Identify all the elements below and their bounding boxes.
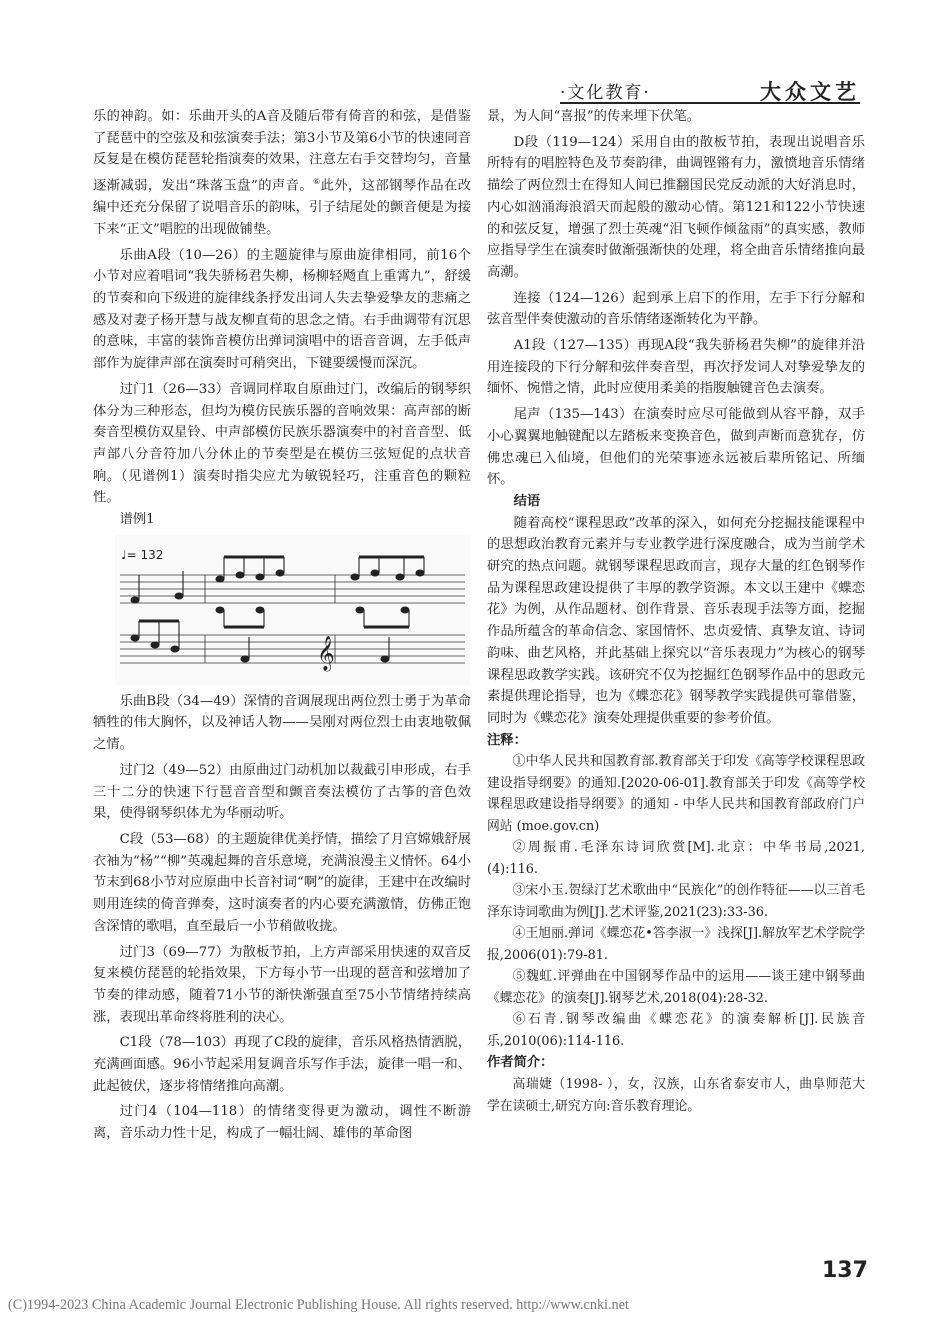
left-column	[93, 106, 471, 1145]
conclusion-heading: 结语	[513, 493, 541, 509]
paragraph: 乐曲A段（10—26）的主题旋律与原曲旋律相同，前16个小节对应着唱词“我失骄杨君失柳，杨柳轻飏直上重霄九”，舒缓的节奏和向下级进的旋律线条抒发出词人失去挚爱挚友的悲痛之感及对妻子杨开慧与战友柳直荀的思念之情。右手曲调带有沉思的意味，丰富的装饰音模仿出弹词演唱中的语音音调，左手低声部作为旋律声部在演奏时可稍突出，下键要缓慢而深沉。	[93, 247, 471, 372]
journal-name: 大众文艺	[760, 79, 860, 104]
paragraph: 乐曲B段（34—49）深情的音调展现出两位烈士勇于为革命牺牲的伟大胸怀，以及神话人物——吴刚对两位烈士由衷地敬佩之情。	[93, 693, 471, 753]
running-header	[560, 78, 860, 102]
paragraph: A1段（127—135）再现A段“我失骄杨君失柳”的旋律并沿用连接段的下行分解和弦伴奏音型，再次抒发词人对挚爱挚友的缅怀、惋惜之情，此时应使用柔美的指腹触键音色去演奏。	[487, 338, 865, 397]
footnote: ⑤魏虹.评弹曲在中国钢琴作品中的运用——谈王建中钢琴曲《蝶恋花》的演奏[J].钢琴艺术,2018(04):28-32.	[487, 969, 865, 1006]
paragraph: 乐的神韵。如：乐曲开头的A音及随后带有倚音的和弦，是借鉴了琵琶中的空弦及和弦演奏手法；第3小节及第6小节的快速同音反复是在模仿琵琶轮指演奏的效果，注意左右手交替均匀，音量逐渐减弱，发出“珠落玉盘”的声音。⑥此外，这部钢琴作品在改编中还充分保留了说唱音乐的韵味，引子结尾处的颤音便是为接下来“正文”唱腔的出现做铺垫。	[93, 109, 471, 237]
paragraph: 过门3（69—77）为散板节拍，上方声部采用快速的双音反复来模仿琵琶的轮指效果，下方每小节一出现的琶音和弦增加了节奏的律动感，随着71小节的渐快渐强直至75小节情绪持续高涨，表现出革命终将胜利的决心。	[93, 944, 471, 1025]
footnote-ref: ⑥	[313, 177, 321, 187]
page-number: 137	[822, 1258, 868, 1283]
paragraph: C1段（78—103）再现了C段的旋律，音乐风格热情洒脱，充满画面感。96小节起采用复调音乐写作手法，旋律一唱一和、此起彼伏，逐步将情绪推向高潮。	[93, 1035, 471, 1094]
tempo-marking: ♩= 132	[121, 547, 164, 562]
paragraph: C段（53—68）的主题旋律优美抒情，描绘了月宫嫦娥舒展衣袖为“杨”“柳”英魂起舞的音乐意境，充满浪漫主义情怀。64小节末到68小节对应原曲中长音衬词“啊”的旋律，王建中在改编时则用连续的倚音弹奏，这时演奏者的内心要充满激情，仿佛正饱含深情的歌唱，直至最后一小节稍做收拢。	[93, 832, 471, 934]
paragraph: D段（119—124）采用自由的散板节拍，表现出说唱音乐所特有的唱腔特色及节奏韵律，曲调铿锵有力，激愤地音乐情绪描绘了两位烈士在得知人间已推翻国民党反动派的大好消息时，内心如汹涌海浪滔天而起般的激动心情。第121和122小节快速的和弦反复，增强了烈士英魂“泪飞顿作倾盆雨”的真实感，教师应指导学生在演奏时做渐强渐快的处理，将全曲音乐情绪推向最高潮。	[487, 134, 865, 280]
paragraph: 景，为人间“喜报”的传来埋下伏笔。	[487, 109, 701, 124]
paragraph: 过门2（49—52）由原曲过门动机加以裁截引申形成，右手三十二分的快速下行琶音音型和颤音奏法模仿了古筝的音色效果，使得钢琴织体尤为华丽动听。	[93, 762, 471, 822]
right-column	[487, 106, 865, 1117]
notes-heading: 注释：	[487, 732, 527, 748]
paragraph: 连接（124—126）起到承上启下的作用，左手下行分解和弦音型伴奏使激动的音乐情绪逐渐转化为平静。	[487, 290, 865, 328]
footnote: ③宋小玉.贺绿汀艺术歌曲中“民族化”的创作特征——以三首毛泽东诗词歌曲为例[J].艺术评鉴,2021(23):33-36.	[487, 883, 865, 920]
music-notation-figure	[115, 535, 470, 685]
footnote: ⑥石青.钢琴改编曲《蝶恋花》的演奏解析[J].民族音乐,2010(06):114-116.	[487, 1012, 865, 1049]
paragraph: 随着高校“课程思政”改革的深入，如何充分挖掘技能课程中的思想政治教育元素并与专业教学进行深度融合，成为当前学术研究的热点问题。就钢琴课程思政而言，现存大量的红色钢琴作品为课程思政建设提供了丰厚的教学资源。本文以王建中《蝶恋花》为例，从作品题材、创作背景、音乐表现手法等方面，挖掘作品所蕴含的革命信念、家国情怀、忠贞爱情、真挚友谊、诗词韵味、曲艺风格，并此基础上探究以“音乐表现力”为核心的钢琴课程思政教学实践。该研究不仅为挖掘红色钢琴作品中的思政元素提供理论指导，也为《蝶恋花》钢琴教学实践提供可靠借鉴，同时为《蝶恋花》演奏处理提供重要的参考价值。	[487, 515, 865, 726]
header-rule	[560, 102, 860, 104]
copyright-line: (C)1994-2023 China Academic Journal Electronic Publishing House. All rights reserved. http://www.cnki.net	[8, 1297, 629, 1313]
example-label: 谱例1	[119, 512, 155, 528]
footnote: ①中华人民共和国教育部.教育部关于印发《高等学校课程思政建设指导纲要》的通知.[2020-06-01].教育部关于印发《高等学校课程思政建设指导纲要》的通知 - 中华人民共和国教育部政府门户网站 (moe.gov.cn)	[487, 754, 865, 834]
svg-text:𝄞: 𝄞	[317, 635, 335, 671]
author-bio: 高瑞婕（1998- ），女，汉族，山东省泰安市人，曲阜师范大学在读硕士,研究方向:音乐教育理论。	[487, 1077, 865, 1114]
paragraph: 过门1（26—33）音调同样取自原曲过门，改编后的钢琴织体分为三种形态，但均为模仿民族乐器的音响效果：高声部的断奏音型模仿双星铃、中声部模仿民族乐器演奏中的衬音音型、低声部八分音符加八分休止的节奏型是在模仿三弦短促的点状音响。（见谱例1）演奏时指尖应尤为敏锐轻巧，注重音色的颗粒性。	[93, 381, 471, 506]
footnote: ④王旭丽.弹词《蝶恋花•答李淑一》浅探[J].解放军艺术学院学报,2006(01):79-81.	[487, 926, 865, 963]
footnote: ②周振甫.毛泽东诗词欣赏[M].北京：中华书局,2021,(4):116.	[487, 840, 865, 877]
score-example-1	[115, 535, 470, 685]
paragraph: 尾声（135—143）在演奏时应尽可能做到从容平静，双手小心翼翼地触键配以左踏板来变换音色，做到声断而意犹存，仿佛忠魂已入仙境，但他们的光荣事迹永远被后辈所铭记、所缅怀。	[487, 407, 865, 488]
section-label: ·文化教育·	[560, 83, 651, 103]
author-heading: 作者简介：	[487, 1055, 554, 1071]
paragraph: 过门4（104—118）的情绪变得更为激动，调性不断游离，音乐动力性十足，构成了一幅壮阔、雄伟的革命图	[93, 1104, 471, 1142]
